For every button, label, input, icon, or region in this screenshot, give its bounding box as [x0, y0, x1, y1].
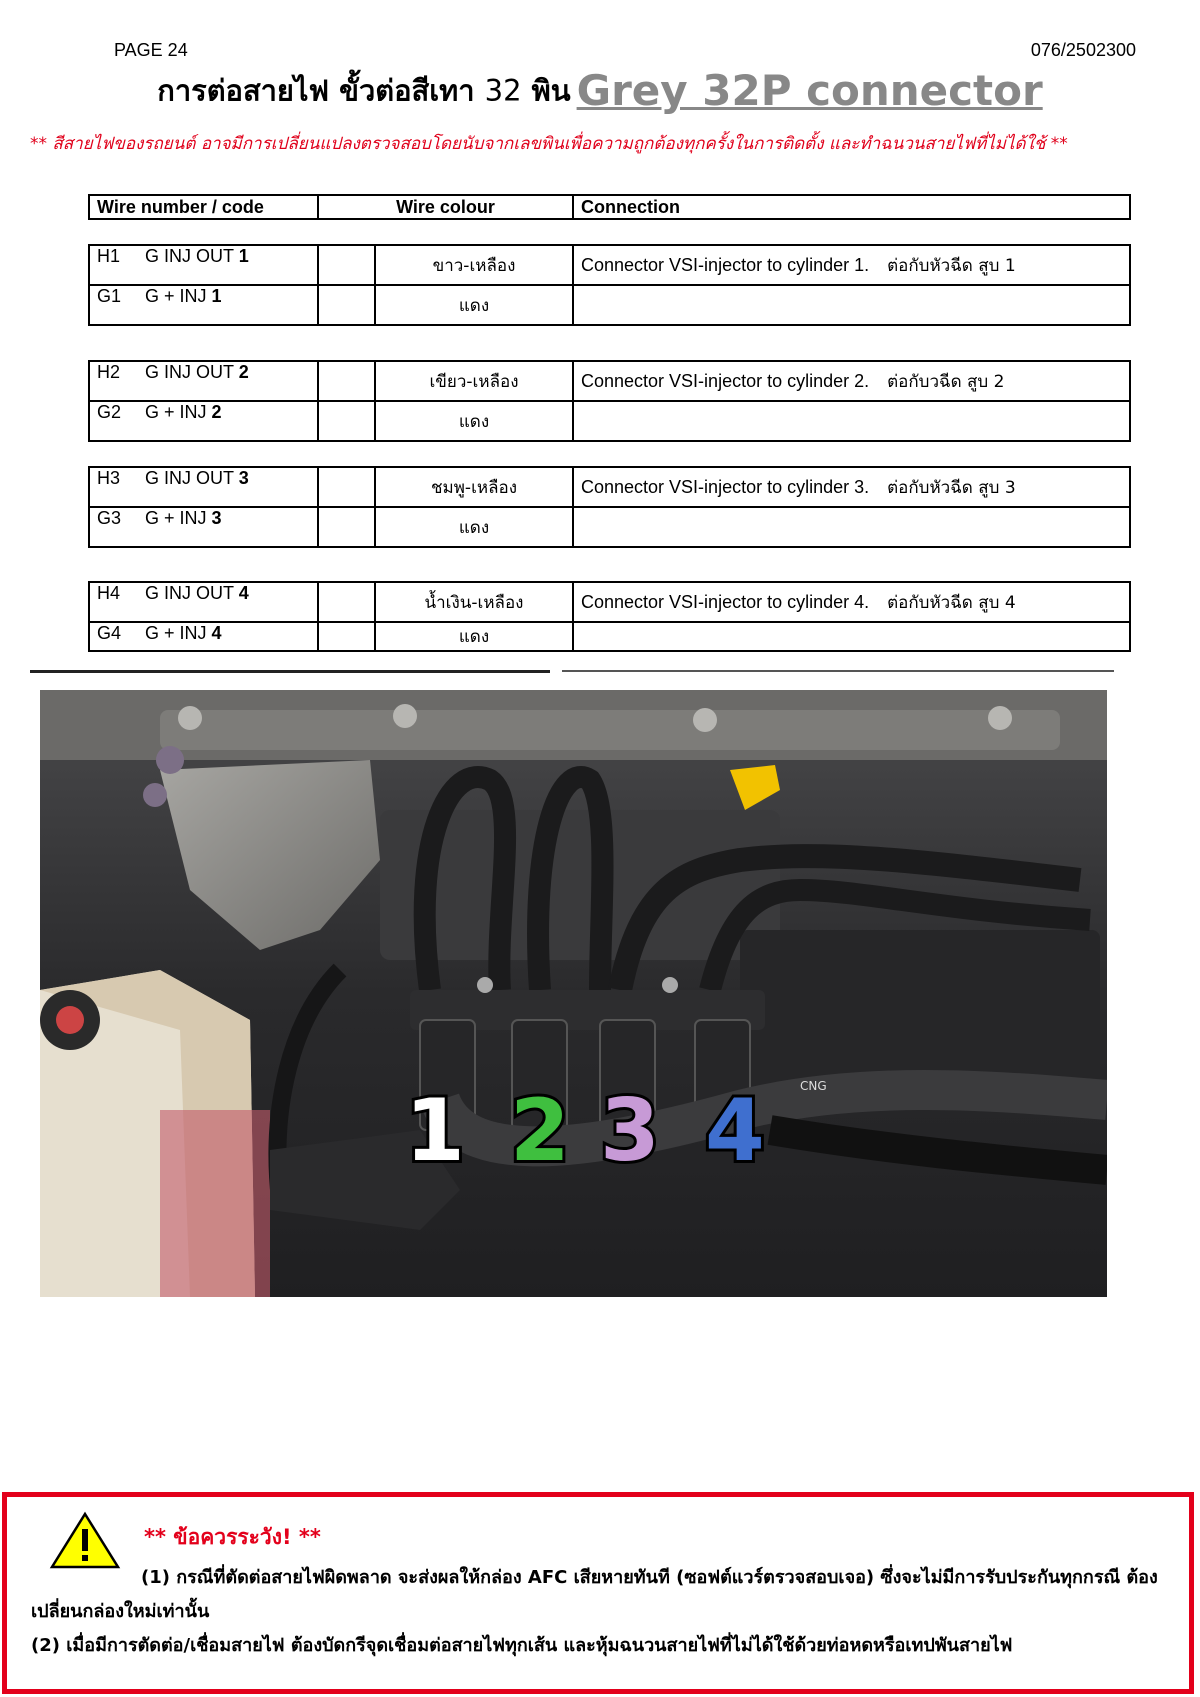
cylinder-label-4: 4: [705, 1081, 765, 1181]
title-english: Grey 32P connector: [576, 66, 1043, 115]
table-row: [89, 622, 1130, 651]
wire-colour-swatch: [318, 285, 375, 325]
document-code: 076/2502300: [1030, 40, 1136, 60]
page-number: PAGE 24: [114, 40, 188, 60]
wire-group-1: [88, 244, 1131, 326]
table-row: [89, 285, 1130, 325]
divider-left: [30, 670, 550, 673]
divider-right: [562, 670, 1114, 672]
wire-connection: Connector VSI-injector to cylinder 4. ต่อกับหัวฉีด สูบ 4: [573, 582, 1130, 622]
wire-code: G2 G + INJ 2: [89, 401, 318, 441]
wire-colour-name: น้ำเงิน-เหลือง: [375, 582, 573, 622]
warning-title: ** ข้อควรระวัง! **: [144, 1525, 321, 1549]
wire-code: H2 G INJ OUT 2: [89, 361, 318, 401]
wire-group-3: [88, 466, 1131, 548]
table-row: [89, 582, 1130, 622]
wire-connection: [573, 285, 1130, 325]
engine-photo-illustration: [40, 690, 1107, 1297]
wire-connection: [573, 401, 1130, 441]
warning-body: [31, 1561, 1191, 1663]
wire-colour-name: แดง: [375, 507, 573, 547]
wire-connection: Connector VSI-injector to cylinder 1. ต่อกับหัวฉีด สูบ 1: [573, 245, 1130, 285]
wire-colour-name: ขาว-เหลือง: [375, 245, 573, 285]
title-pin-count: 32: [484, 73, 522, 108]
wire-colour-name: แดง: [375, 285, 573, 325]
wire-connection: Connector VSI-injector to cylinder 2. ต่อกับวฉีด สูบ 2: [573, 361, 1130, 401]
wire-connection: [573, 622, 1130, 651]
warning-box: [2, 1492, 1194, 1694]
wire-code: G1 G + INJ 1: [89, 285, 318, 325]
wire-colour-swatch: [318, 401, 375, 441]
warning-item-2: (2) เมื่อมีการตัดต่อ/เชื่อมสายไฟ ต้องบัดกรีจุดเชื่อมต่อสายไฟทุกเส้น และหุ้มฉนวนสายไฟที่ไม่ได้ใช้ด้วยท่อหดหรือเทปพันสายไฟ: [31, 1635, 1013, 1656]
wire-code: H3 G INJ OUT 3: [89, 467, 318, 507]
wire-group-4: [88, 581, 1131, 652]
wire-colour-name: แดง: [375, 401, 573, 441]
header-connection: Connection: [573, 195, 1130, 219]
header-wire-colour: Wire colour: [318, 195, 573, 219]
table-row: [89, 245, 1130, 285]
wire-colour-name: เขียว-เหลือง: [375, 361, 573, 401]
cylinder-label-1: 1: [405, 1081, 465, 1181]
wire-code: H4 G INJ OUT 4: [89, 582, 318, 622]
wire-colour-name: ชมพู-เหลือง: [375, 467, 573, 507]
wire-colour-swatch: [318, 467, 375, 507]
wire-colour-swatch: [318, 622, 375, 651]
wire-colour-note: ** สีสายไฟของรถยนต์ อาจมีการเปลี่ยนแปลงตรวจสอบโดยนับจากเลขพินเพื่อความถูกต้องทุกครั้งในการติดตั้ง และทำฉนวนสายไฟที่ไม่ได้ใช้ **: [30, 134, 1068, 154]
wire-connection: [573, 507, 1130, 547]
table-row: [89, 467, 1130, 507]
engine-bay-photo: [40, 690, 1107, 1297]
table-header: [88, 194, 1131, 220]
title-thai: การต่อสายไฟ ขั้วต่อสีเทา 32 พิน: [157, 73, 571, 108]
wire-connection: Connector VSI-injector to cylinder 3. ต่อกับหัวฉีด สูบ 3: [573, 467, 1130, 507]
table-row: [89, 361, 1130, 401]
header-wire-number: Wire number / code: [89, 195, 318, 219]
wire-colour-swatch: [318, 507, 375, 547]
wire-code: G4 G + INJ 4: [89, 622, 318, 651]
warning-item-1: (1) กรณีที่ตัดต่อสายไฟผิดพลาด จะส่งผลให้กล่อง AFC เสียหายทันที (ซอฟต์แวร์ตรวจสอบเจอ) ซึ่งจะไม่มีการรับประกันทุกกรณี ต้องเปลี่ยนกล่องใหม่เท่านั้น: [31, 1567, 1158, 1622]
wire-code: G3 G + INJ 3: [89, 507, 318, 547]
hose-marking: CNG: [800, 1079, 827, 1093]
cylinder-label-2: 2: [510, 1081, 570, 1181]
page-title: [0, 66, 1200, 115]
wire-colour-swatch: [318, 582, 375, 622]
table-row: [89, 401, 1130, 441]
wire-group-2: [88, 360, 1131, 442]
wire-colour-name: แดง: [375, 622, 573, 651]
wire-code: H1 G INJ OUT 1: [89, 245, 318, 285]
wire-colour-swatch: [318, 361, 375, 401]
table-row: [89, 507, 1130, 547]
cylinder-label-3: 3: [600, 1081, 660, 1181]
wire-colour-swatch: [318, 245, 375, 285]
